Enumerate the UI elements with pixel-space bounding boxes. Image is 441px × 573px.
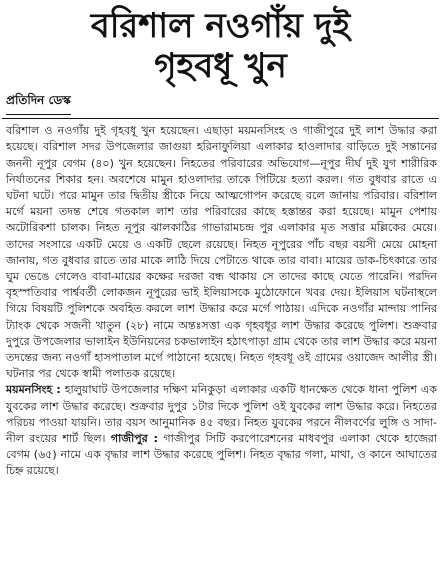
byline: প্রতিদিন ডেস্ক xyxy=(6,92,71,115)
paragraph-gazipur-text: গাজীপুর সিটি করপোরেশনের মাধবপুর এলাকা থেকে হাজেরা বেগম (৬৫) নামে এক বৃদ্ধার লাশ উদ্ধার করেছে পুলিশ। নিহত বৃদ্ধার গলা, মাথা, ও কানে আঘাতের চিহ্ন রয়েছে। xyxy=(6,432,437,478)
byline-divider xyxy=(2,118,439,119)
paragraph-mymensingh-text: হালুয়াঘাট উপজেলার দক্ষিণ মনিকুড়া এলাকার একটি ধানক্ষেত থেকে ধানা পুলিশ এক যুবকের লাশ উদ্ধার করেছে। শুক্রবার দুপুর ১টার দিকে পুলিশ ওই যুবকের লাশ উদ্ধার করে। নিহতের পরিচয় পাওয়া যায়নি। তার বয়স আনুমানিক ৪৫ বছর। নিহত যুবকের পরনে নীলবর্ণের লুঙ্গি ও সাদা-নীল রংয়ের শার্ট ছিল। xyxy=(6,383,437,446)
paragraph-mymensingh xyxy=(6,382,437,479)
dateline-gazipur: গাজীপুর : xyxy=(110,432,158,446)
headline-line-2: গৃহবধূ খুন xyxy=(154,46,287,87)
paragraph-main xyxy=(6,123,437,382)
headline xyxy=(0,6,441,86)
article-body xyxy=(6,123,437,479)
headline-line-1: বরিশাল নওগাঁয় দুই xyxy=(90,6,351,46)
paragraph-main-text: বরিশাল ও নওগাঁয় দুই গৃহবধূ খুন হয়েছেন। এছাড়া ময়মনসিংহ ও গাজীপুরে দুই লাশ উদ্ধার করা হয়েছে। বরিশাল সদর উপজেলার জাগুয়া হরিনাফুলিয়া এলাকার হাওলাদার বাড়িতে দুই সন্তানের জননী নূপুর বেগম (৪০) খুন হয়েছেন। নিহতের পরিবারের অভিযোগ—নূপুর দীর্ঘ দুই যুগ শারীরিক নির্যাতনের শিকার হন। অবশেষে মামুন হাওলাদার তাকে পিটিয়ে হত্যা করল। গত বুধবার রাতে এ ঘটনা ঘটে। পরে মামুন তার দ্বিতীয় স্ত্রীকে নিয়ে আত্মগোপন করেছে বলে জানায় পরিবার। বরিশাল মর্গে ময়না তদন্ত শেষে গতকাল লাশ তার পরিবারের কাছে হস্তান্তর করা হয়েছে। মামুন পেশায় অটোরিকশা চালক। নিহত নূপুর ঝালকাঠির গাভারামচন্দ্র পুর এলাকার মৃত সত্তার মল্লিকের মেয়ে। তাদের সংসারে একটি মেয়ে ও একটি ছেলে রয়েছে। নিহত নূপুরের পাঁচ বছর বয়সী মেয়ে মোহনা জানায়, গত বুধবার রাতে তার মাকে লাঠি দিয়ে পেটাতে থাকে তার বাবা। মায়ের ডাক-চিৎকারে তার ঘুম ভেঙে গেলেও বাবা-মায়ের কক্ষের দরজা বন্ধ থাকায় সে তাদের কাছে যেতে পারেনি। পরদিন বৃহস্পতিবার পার্শ্ববর্তী লোকজন নূপুরের ভাই ইলিয়াসকে মুঠোফোনে খবর দেয়। ইলিয়াস ঘটনাস্থলে গিয়ে বিষয়টি পুলিশকে অবহিত করলে লাশ উদ্ধার করে মর্গে পাঠায়। এদিকে নওগাঁর মান্দায় পানির ট্যাংক থেকে সজনী খাতুন (২৮) নামে অন্তঃসত্তা এক গৃহবধূর লাশ উদ্ধার করেছে পুলিশ। শুক্রবার দুপুরে উপজেলার ভালাইন ইউনিয়নের চকভালাইন হঠাৎপাড়া গ্রাম থেকে তার লাশ উদ্ধার করে ময়না তদন্তের জন্য নওগাঁ হাসপাতাল মর্গে পাঠানো হয়েছে। নিহত গৃহবধূ ওই গ্রামের ওয়াজেদ আলীর স্ত্রী। ঘটনার পর থেকে স্বামী পলাতক রয়েছে। xyxy=(6,124,437,381)
dateline-mymensingh: ময়মনসিংহ : xyxy=(6,383,61,397)
